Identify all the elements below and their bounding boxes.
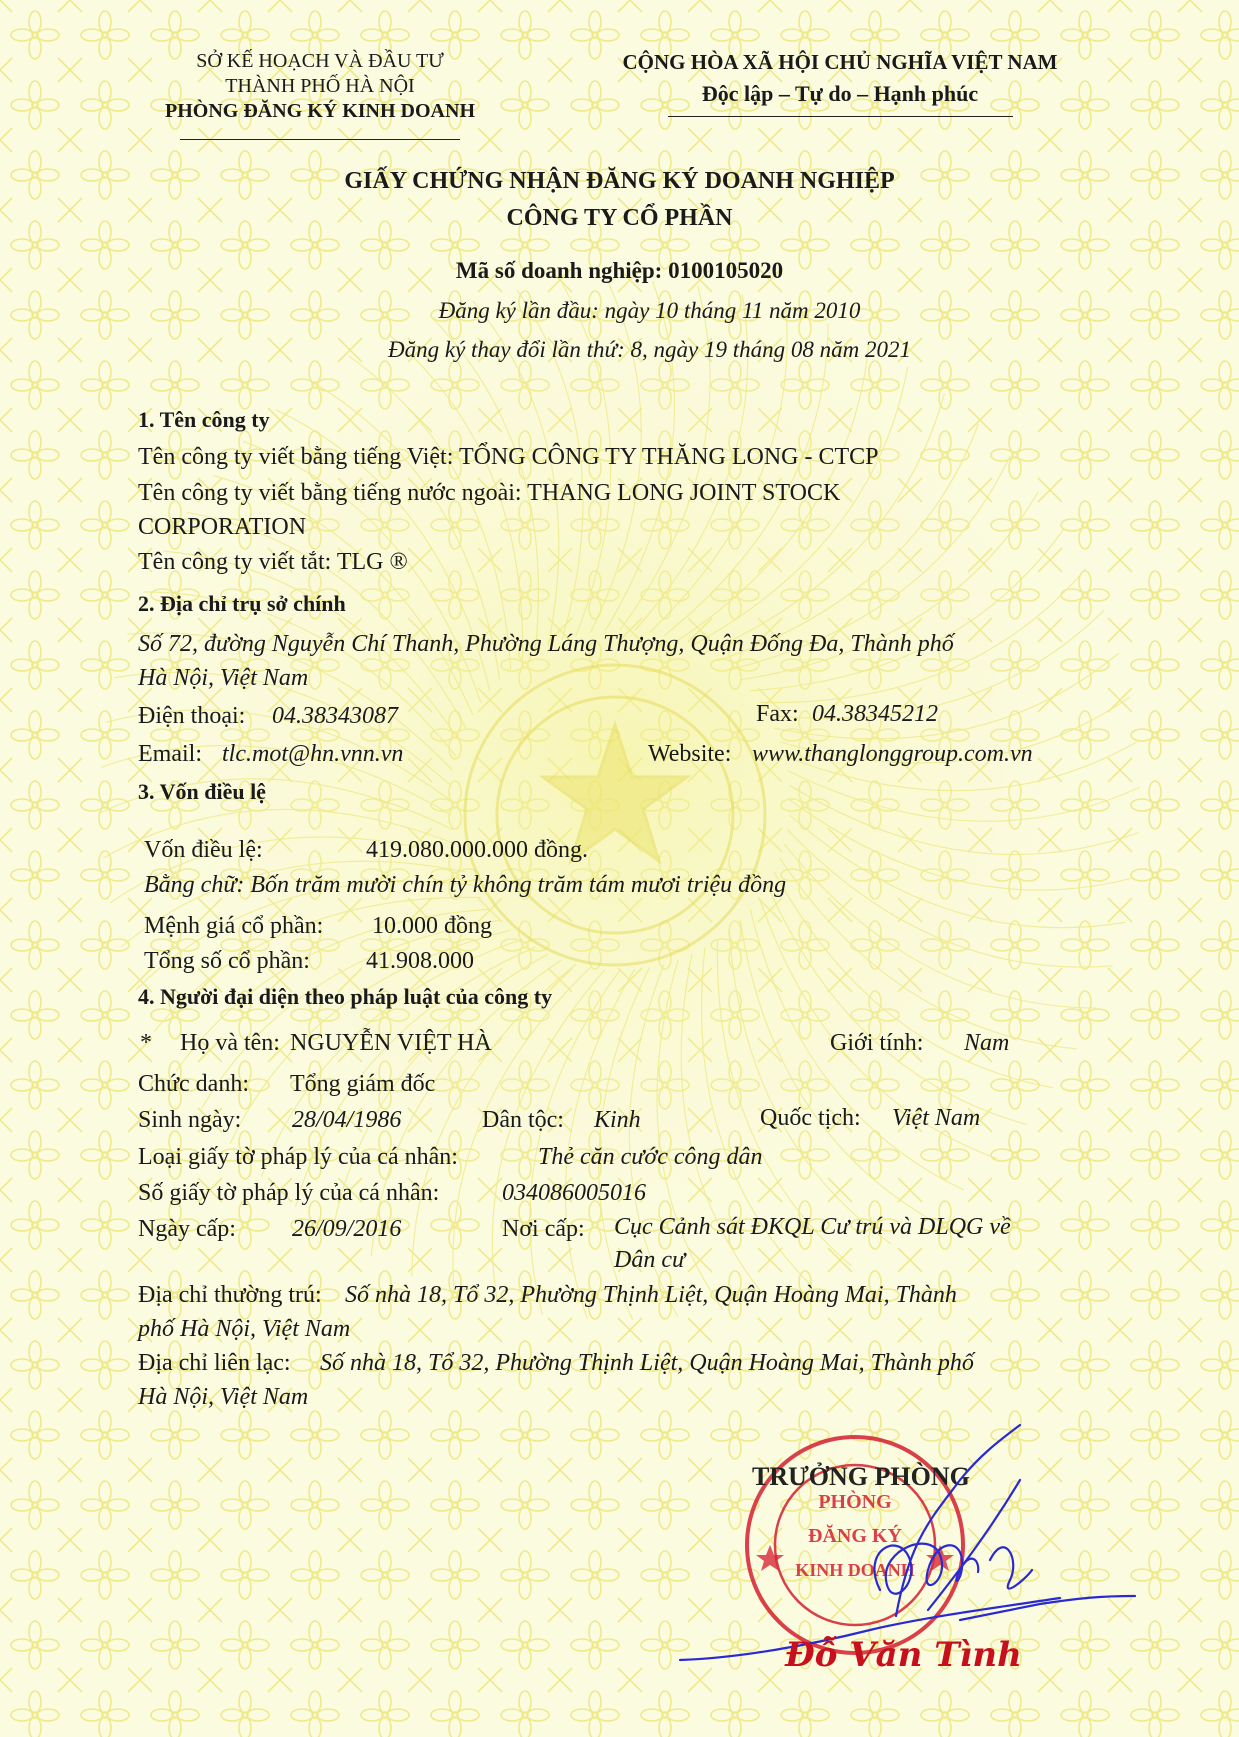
id-number-label: Số giấy tờ pháp lý của cá nhân: (138, 1180, 440, 1206)
head-office-address-cont: Hà Nội, Việt Nam (138, 665, 309, 691)
capital-label: Vốn điều lệ: (144, 837, 263, 863)
phone-label: Điện thoại: (138, 703, 246, 729)
full-name-value: NGUYỄN VIỆT HÀ (290, 1030, 492, 1056)
email-label: Email: (138, 741, 202, 767)
company-short-name: Tên công ty viết tắt: TLG ® (138, 549, 408, 575)
company-name-vn: Tên công ty viết bằng tiếng Việt: TỔNG CÔNG TY THĂNG LONG - CTCP (138, 444, 879, 470)
company-name-foreign: Tên công ty viết bằng tiếng nước ngoài: THANG LONG JOINT STOCK (138, 480, 841, 506)
dob-label: Sinh ngày: (138, 1107, 242, 1133)
website-value: www.thanglonggroup.com.vn (752, 741, 1033, 767)
header-left-rule (180, 139, 460, 140)
capital-in-words: Bằng chữ: Bốn trăm mười chín tỷ không trăm tám mươi triệu đồng (144, 872, 787, 898)
company-type: CÔNG TY CỔ PHẦN (506, 205, 733, 231)
gender-label: Giới tính: (830, 1030, 924, 1056)
national-header (580, 50, 1100, 107)
permanent-address-value: Số nhà 18, Tổ 32, Phường Thịnh Liệt, Quận Hoàng Mai, Thành (345, 1282, 957, 1308)
change-registration: Đăng ký thay đổi lần thứ: 8, ngày 19 tháng 08 năm 2021 (388, 337, 911, 362)
issue-date-label: Ngày cấp: (138, 1216, 236, 1242)
company-name-foreign-cont: CORPORATION (138, 514, 307, 540)
id-type-label: Loại giấy tờ pháp lý của cá nhân: (138, 1144, 458, 1170)
ethnicity-value: Kinh (594, 1107, 641, 1133)
bullet-star: * (140, 1030, 152, 1056)
signer-role: TRƯỞNG PHÒNG (752, 1462, 970, 1491)
nationality-value: Việt Nam (892, 1105, 981, 1131)
first-registration: Đăng ký lần đầu: ngày 10 tháng 11 năm 2010 (438, 298, 861, 323)
ethnicity-label: Dân tộc: (482, 1107, 564, 1133)
full-name-label: Họ và tên: (180, 1030, 280, 1056)
contact-address-value: Số nhà 18, Tổ 32, Phường Thịnh Liệt, Quận Hoàng Mai, Thành phố (320, 1350, 974, 1376)
seal-line-3: KINH DOANH (795, 1560, 915, 1580)
id-number-value: 034086005016 (502, 1180, 646, 1206)
signer-name: Đỗ Văn Tình (785, 1635, 1022, 1675)
par-value: 10.000 đồng (372, 913, 492, 939)
par-value-label: Mệnh giá cổ phần: (144, 913, 324, 939)
issue-place-label: Nơi cấp: (502, 1216, 585, 1242)
phone-value: 04.38343087 (272, 703, 398, 729)
ministry-line: SỞ KẾ HOẠCH VÀ ĐẦU TƯ (196, 50, 444, 72)
total-shares-value: 41.908.000 (366, 948, 474, 974)
nationality-label: Quốc tịch: (760, 1105, 861, 1131)
issue-place-value: Cục Cảnh sát ĐKQL Cư trú và DLQG về (614, 1214, 1011, 1240)
website-label: Website: (648, 741, 732, 767)
issue-place-value-cont: Dân cư (614, 1247, 686, 1273)
permanent-address-value-cont: phố Hà Nội, Việt Nam (138, 1316, 351, 1342)
city-line: THÀNH PHỐ HÀ NỘI (225, 75, 415, 97)
header-right-rule (668, 116, 1013, 117)
office-line: PHÒNG ĐĂNG KÝ KINH DOANH (165, 100, 475, 122)
motto-line: Độc lập – Tự do – Hạnh phúc (701, 81, 979, 106)
seal-line-2: ĐĂNG KÝ (808, 1525, 902, 1547)
section4-heading: 4. Người đại diện theo pháp luật của công ty (138, 984, 553, 1009)
id-type-value: Thẻ căn cước công dân (538, 1144, 763, 1170)
country-line: CỘNG HÒA XÃ HỘI CHỦ NGHĨA VIỆT NAM (622, 50, 1058, 74)
total-shares-label: Tổng số cổ phần: (144, 948, 310, 974)
fax-value: 04.38345212 (812, 701, 938, 727)
section3-heading: 3. Vốn điều lệ (138, 779, 266, 804)
permanent-address-label: Địa chỉ thường trú: (138, 1282, 322, 1308)
section2-heading: 2. Địa chỉ trụ sở chính (138, 591, 346, 616)
capital-value: 419.080.000.000 đồng. (366, 837, 588, 863)
certificate-title: GIẤY CHỨNG NHẬN ĐĂNG KÝ DOANH NGHIỆP (344, 168, 895, 194)
contact-address-value-cont: Hà Nội, Việt Nam (138, 1384, 309, 1410)
contact-address-label: Địa chỉ liên lạc: (138, 1350, 291, 1376)
section1-heading: 1. Tên công ty (138, 407, 270, 432)
enterprise-code: Mã số doanh nghiệp: 0100105020 (455, 258, 784, 283)
position-value: Tổng giám đốc (290, 1071, 436, 1097)
gender-value: Nam (964, 1030, 1010, 1056)
position-label: Chức danh: (138, 1071, 249, 1097)
fax-label: Fax: (756, 701, 799, 727)
dob-value: 28/04/1986 (292, 1107, 402, 1133)
issue-date-value: 26/09/2016 (292, 1216, 402, 1242)
head-office-address: Số 72, đường Nguyễn Chí Thanh, Phường Láng Thượng, Quận Đống Đa, Thành phố (138, 631, 954, 657)
ministry-header (140, 50, 500, 123)
seal-line-1: PHÒNG (818, 1491, 892, 1513)
email-value: tlc.mot@hn.vnn.vn (222, 741, 404, 767)
